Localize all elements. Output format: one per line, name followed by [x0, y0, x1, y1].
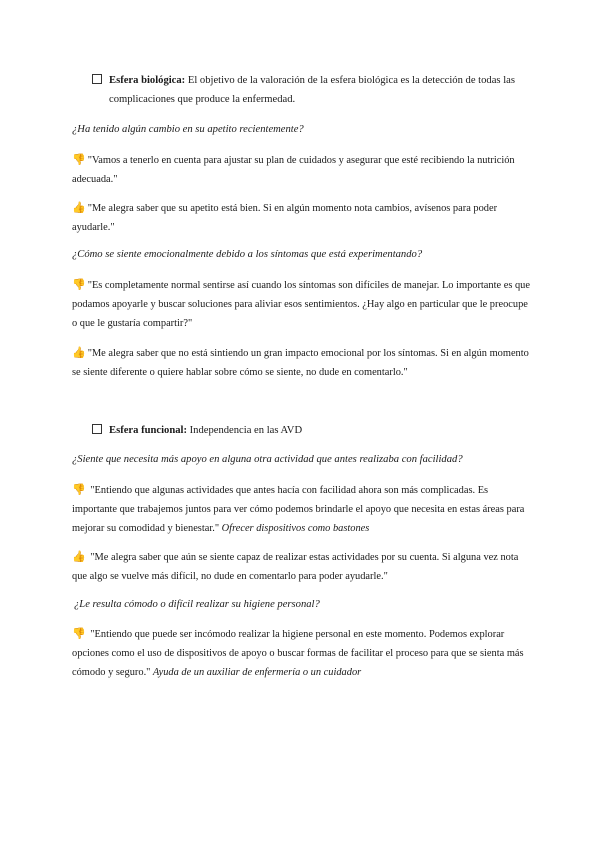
- answer-3-positive: [72, 547, 534, 586]
- answer-3-negative: [72, 480, 534, 538]
- section-biological: [92, 71, 532, 109]
- answer-text: "Me alegra saber que su apetito está bien. Si en algún momento nota cambios, avísenos para poder ayudarle.": [72, 203, 498, 233]
- checkbox[interactable]: [92, 74, 102, 84]
- section-text: Independencia en las AVD: [186, 425, 303, 436]
- section-title: Esfera biológica:: [109, 75, 186, 86]
- section-title: Esfera funcional:: [109, 425, 187, 436]
- question-4: ¿Le resulta cómodo o difícil realizar su higiene personal?: [74, 599, 320, 610]
- answer-text: "Me alegra saber que no está sintiendo un gran impacto emocional por los síntomas. Si en algún momento se siente diferente o quiere hablar sobre cómo se siente, no dude en comentarlo.": [72, 348, 529, 378]
- thumbs-up-icon: 👍: [72, 550, 86, 563]
- thumbs-up-icon: 👍: [72, 346, 86, 359]
- answer-note: Ofrecer dispositivos como bastones: [219, 523, 370, 534]
- thumbs-down-icon: 👎: [72, 483, 86, 496]
- section-functional: [92, 421, 532, 440]
- answer-text: "Es completamente normal sentirse así cuando los síntomas son difíciles de manejar. Lo importante es que podamos apoyarle y buscar soluciones para aliviar esos sentimientos. ¿Hay algo en particular que le preocupe o que le gustaría compartir?": [72, 280, 530, 329]
- thumbs-down-icon: 👎: [72, 627, 86, 640]
- question-2: ¿Cómo se siente emocionalmente debido a los síntomas que está experimentando?: [72, 249, 423, 260]
- checkbox[interactable]: [92, 424, 102, 434]
- answer-text: "Entiendo que puede ser incómodo realizar la higiene personal en este momento. Podemos explorar opciones como el uso de dispositivos de apoyo o buscar formas de facilitar el proceso para que se sienta más cómodo y seguro.": [72, 629, 524, 678]
- answer-text: "Vamos a tenerlo en cuenta para ajustar su plan de cuidados y asegurar que esté recibiendo la nutrición adecuada.": [72, 155, 515, 185]
- answer-1-positive: [72, 198, 534, 237]
- answer-2-positive: [72, 343, 534, 382]
- question-3: ¿Siente que necesita más apoyo en alguna otra actividad que antes realizaba con facilidad?: [72, 454, 463, 465]
- answer-text: "Me alegra saber que aún se siente capaz de realizar estas actividades por su cuenta. Si alguna vez nota que algo se vuelve más difícil, no dude en comentarlo para poder ayudarle.": [72, 552, 519, 582]
- thumbs-down-icon: 👎: [72, 278, 86, 291]
- answer-1-negative: [72, 150, 534, 189]
- answer-4-negative: [72, 624, 534, 682]
- answer-2-negative: [72, 275, 534, 333]
- answer-note: Ayuda de un auxiliar de enfermería o un cuidador: [150, 667, 362, 678]
- answer-text: "Entiendo que algunas actividades que antes hacía con facilidad ahora son más complicadas. Es importante que trabajemos juntos para ver cómo podemos brindarle el apoyo que necesita en estas áreas para mejorar su comodidad y bienestar.": [72, 485, 525, 534]
- thumbs-down-icon: 👎: [72, 153, 86, 166]
- question-1: ¿Ha tenido algún cambio en su apetito recientemente?: [72, 124, 304, 135]
- thumbs-up-icon: 👍: [72, 201, 86, 214]
- section-text: El objetivo de la valoración de la esfera biológica es la detección de todas las complicaciones que produce la enfermedad.: [109, 75, 515, 105]
